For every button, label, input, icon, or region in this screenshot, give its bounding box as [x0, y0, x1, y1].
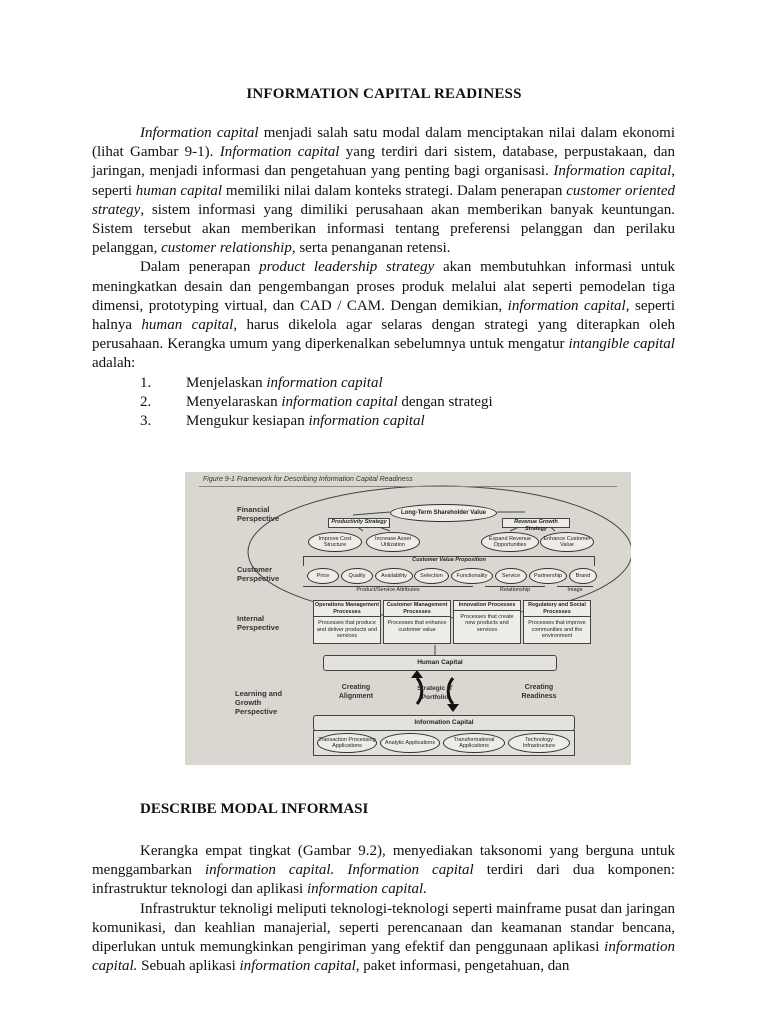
process-desc: Processes that create new products and services — [460, 613, 514, 633]
intro-section — [92, 124, 675, 431]
process-box — [453, 600, 521, 644]
attribute-item: Price — [307, 568, 339, 584]
attribute-item: Brand — [569, 568, 597, 584]
paragraph-1: Information capital menjadi salah satu modal dalam menciptakan nilai dalam ekonomi (lihat Gambar 9-1). Information capital yang terdiri dari sistem, database, perpustakaan, dan jaringan, menjadi informasi dan pengetahuan yang penting bagi organisasi. Information capital, seperti human capital memiliki nilai dalam konteks strategi. Dalam penerapan customer oriented strategy, sistem informasi yang dimiliki perusahaan akan memberikan banyak keuntungan. Sistem tersebut akan memberikan informasi tentang preferensi pelanggan dan perilaku pelanggan, customer relationship, serta penanganan retensi. — [92, 125, 676, 257]
creating-alignment-label: Creating Alignment — [338, 684, 374, 700]
process-desc: Processes that produce and deliver products and services — [316, 620, 378, 639]
paragraph-4: Infrastruktur teknoligi meliputi teknologi-teknologi seperti mainframe pusat dan jaringan komunikasi, dan keahlian manajerial, seperti perencanaan dan keamanan standar bencana, diperlukan untuk memungkinkan pengiriman yang efektif dan penggunaan aplikasi information capital. Sebuah aplikasi information capital, paket informasi, pengetahuan, dan — [92, 900, 675, 975]
process-title: Regulatory and Social Processes — [524, 601, 590, 617]
attribute-group: Product/Service Attributes — [303, 586, 473, 594]
list-item: 1. Menjelaskan information capital — [140, 374, 383, 391]
list-item: 3. Mengukur kesiapan information capital — [140, 413, 425, 430]
attribute-item: Partnership — [529, 568, 567, 584]
figure-9-1 — [185, 472, 631, 765]
figure-caption: Figure 9-1 Framework for Describing Information Capital Readiness — [203, 476, 413, 483]
attribute-group: Image — [557, 586, 593, 594]
human-capital-bar: Human Capital — [323, 655, 557, 671]
document-title: INFORMATION CAPITAL READINESS — [246, 86, 522, 102]
paragraph-2: Dalam penerapan product leadership strategy akan membutuhkan informasi untuk meningkatkan desain dan pengembangan proses produk melalui alat seperti pemodelan tiga dimensi, prototyping virtual, dan CAD / CAM. Dengan demikian, information capital, seperti halnya human capital, harus dikelola agar selaras dengan strategi yang diterapkan oleh perusahaan. Kerangka umum yang diperkenalkan sebelumnya untuk mengatur intangible capital adalah: — [92, 259, 676, 372]
productivity-strategy: Productivity Strategy — [328, 518, 390, 528]
strategic-it-portfolio-label: Strategic IT Portfolio — [417, 685, 453, 701]
customer-value-proposition: Customer Value Proposition — [303, 556, 595, 566]
attribute-item: Functionality — [451, 568, 493, 584]
process-title: Operations Management Processes — [314, 601, 380, 617]
paragraph-3: Kerangka empat tingkat (Gambar 9.2), menyediakan taksonomi yang berguna untuk menggambarkan information capital. Information capital terdiri dari dua komponen: infrastruktur teknologi dan aplikasi information capital. — [92, 843, 676, 898]
describe-section — [92, 842, 675, 976]
financial-perspective-label: Financial Perspective — [237, 505, 280, 523]
application-item: Transaction Processing Applications — [317, 733, 377, 753]
customer-perspective-label: Customer Perspective — [237, 565, 280, 583]
financial-item: Increase Asset Utilization — [366, 532, 420, 552]
framework-list — [92, 374, 675, 432]
application-item: Analytic Applications — [380, 733, 440, 753]
process-box — [383, 600, 451, 644]
process-title: Customer Management Processes — [384, 601, 450, 617]
attribute-item: Service — [495, 568, 527, 584]
attribute-item: Availability — [375, 568, 413, 584]
internal-perspective-label: Internal Perspective — [237, 614, 280, 632]
process-title: Innovation Processes — [454, 601, 520, 611]
list-item: 2. Menyelaraskan information capital dengan strategi — [140, 393, 493, 410]
financial-item: Enhance Customer Value — [540, 532, 594, 552]
process-desc: Processes that enhance customer value — [387, 620, 447, 633]
application-item: Technology Infrastructure — [508, 733, 570, 753]
process-box — [313, 600, 381, 644]
process-desc: Processes that improve communities and the environment — [528, 620, 586, 639]
revenue-growth-strategy: Revenue Growth Strategy — [502, 518, 570, 528]
learning-perspective-label: Learning and Growth Perspective — [235, 689, 283, 716]
section-heading: DESCRIBE MODAL INFORMASI — [140, 801, 369, 817]
attribute-item: Selection — [414, 568, 449, 584]
attribute-item: Quality — [341, 568, 373, 584]
process-box — [523, 600, 591, 644]
application-item: Transformational Applications — [443, 733, 505, 753]
information-capital-bar: Information Capital — [313, 715, 575, 731]
creating-readiness-label: Creating Readiness — [521, 684, 557, 700]
financial-item: Improve Cost Structure — [308, 532, 362, 552]
financial-item: Expand Revenue Opportunities — [481, 532, 539, 552]
long-term-shareholder-value: Long-Term Shareholder Value — [390, 504, 497, 522]
figure-rule — [199, 486, 617, 487]
attribute-group: Relationship — [485, 586, 545, 594]
